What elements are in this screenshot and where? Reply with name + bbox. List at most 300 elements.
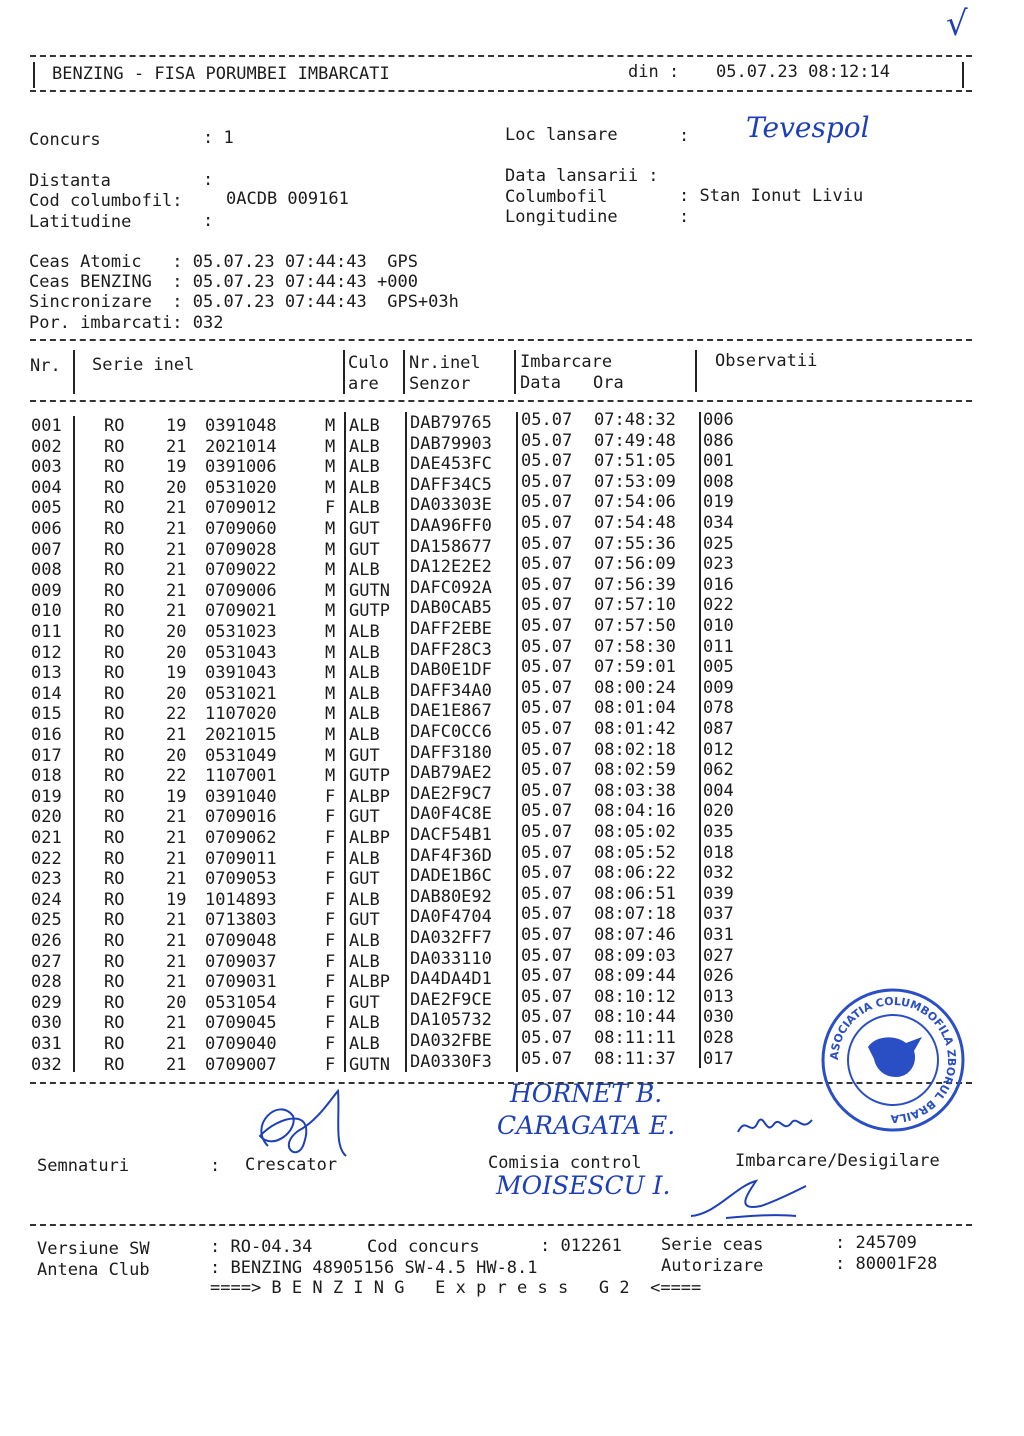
row-sensor: DAE453FC bbox=[410, 454, 492, 475]
row-sex: F bbox=[325, 992, 336, 1013]
row-nr: 023 bbox=[31, 869, 62, 890]
row-date: 05.07 bbox=[521, 554, 573, 575]
row-sex: M bbox=[325, 663, 336, 684]
row-sex: M bbox=[325, 766, 336, 787]
row-date: 05.07 bbox=[521, 966, 573, 987]
row-sex: M bbox=[325, 416, 336, 436]
crescator-signature bbox=[238, 1086, 358, 1166]
row-color: ALBP bbox=[349, 828, 390, 848]
row-country: RO bbox=[104, 766, 125, 787]
row-country: RO bbox=[104, 1054, 125, 1075]
body-sep-senzor bbox=[405, 412, 407, 1072]
row-nr: 007 bbox=[31, 539, 62, 560]
longitudine-sep: : bbox=[679, 207, 690, 227]
table-row bbox=[0, 636, 1000, 663]
row-year: 21 bbox=[166, 807, 187, 828]
table-row bbox=[0, 739, 1000, 766]
row-sensor: DAF4F36D bbox=[410, 845, 492, 866]
row-time: 08:09:03 bbox=[594, 945, 676, 966]
row-obs: 037 bbox=[703, 904, 734, 925]
row-sensor: DAFF34C5 bbox=[410, 474, 492, 495]
row-sex: F bbox=[325, 1013, 336, 1034]
row-color: ALB bbox=[349, 622, 380, 642]
crescator-label: Crescator bbox=[245, 1155, 338, 1175]
col-header-culo: Culo bbox=[348, 353, 389, 373]
row-date: 05.07 bbox=[521, 430, 573, 451]
row-obs: 078 bbox=[703, 698, 734, 719]
row-obs: 062 bbox=[703, 760, 734, 781]
row-sex: F bbox=[325, 498, 336, 519]
row-time: 07:57:10 bbox=[594, 595, 676, 616]
autorizare-label: Autorizare bbox=[661, 1256, 764, 1276]
table-row bbox=[0, 492, 1000, 519]
row-color: GUT bbox=[349, 807, 380, 828]
row-ring: 0709011 bbox=[205, 848, 277, 869]
col-sep-4 bbox=[514, 350, 516, 394]
row-time: 07:57:50 bbox=[594, 616, 676, 636]
row-sex: F bbox=[325, 869, 336, 890]
row-country: RO bbox=[104, 972, 125, 993]
concurs-value: : 1 bbox=[203, 128, 234, 148]
row-sensor: DAB79AE2 bbox=[410, 763, 492, 784]
row-time: 07:49:48 bbox=[594, 430, 676, 451]
row-nr: 009 bbox=[31, 580, 62, 601]
row-sex: M bbox=[325, 519, 336, 539]
row-nr: 001 bbox=[31, 416, 62, 436]
row-obs: 010 bbox=[703, 616, 734, 636]
row-year: 19 bbox=[166, 786, 187, 807]
cod-concurs-value: : 012261 bbox=[540, 1236, 622, 1256]
row-country: RO bbox=[104, 663, 125, 684]
col-sep-3 bbox=[403, 350, 405, 394]
row-color: ALB bbox=[349, 663, 380, 684]
table-row bbox=[0, 533, 1000, 560]
row-country: RO bbox=[104, 457, 125, 478]
row-time: 08:00:24 bbox=[594, 677, 676, 698]
row-date: 05.07 bbox=[521, 883, 573, 904]
row-time: 07:56:39 bbox=[594, 574, 676, 595]
row-time: 08:06:51 bbox=[594, 883, 676, 904]
row-year: 19 bbox=[166, 663, 187, 684]
row-ring: 0531054 bbox=[205, 992, 277, 1013]
row-nr: 021 bbox=[31, 828, 62, 848]
col-header-serie-inel: Serie inel bbox=[92, 355, 195, 375]
row-color: ALB bbox=[349, 498, 380, 519]
express-line: ====> B E N Z I N G E x p r e s s G 2 <==== bbox=[210, 1278, 702, 1298]
row-ring: 0709037 bbox=[205, 951, 277, 972]
row-year: 21 bbox=[166, 869, 187, 890]
col-header-observatii: Observatii bbox=[715, 351, 818, 371]
row-time: 08:06:22 bbox=[594, 863, 676, 884]
row-sensor: DAFF2EBE bbox=[410, 619, 492, 639]
row-obs: 001 bbox=[703, 451, 734, 472]
row-year: 20 bbox=[166, 745, 187, 766]
table-row bbox=[0, 554, 1000, 581]
table-row bbox=[0, 904, 1000, 931]
row-nr: 025 bbox=[31, 910, 62, 931]
row-sensor: DAB79765 bbox=[410, 413, 492, 433]
row-sensor: DAE2F9CE bbox=[410, 989, 492, 1010]
row-year: 20 bbox=[166, 642, 187, 663]
cod-columbofil-value: 0ACDB 009161 bbox=[226, 189, 349, 209]
body-sep-nr bbox=[73, 416, 75, 1072]
distanta-sep: : bbox=[203, 170, 214, 190]
body-sep-data bbox=[516, 412, 518, 1072]
row-obs: 035 bbox=[703, 822, 734, 842]
table-row bbox=[0, 822, 1000, 848]
row-sex: F bbox=[325, 848, 336, 869]
row-nr: 032 bbox=[31, 1054, 62, 1075]
row-year: 21 bbox=[166, 848, 187, 869]
columbofil-value: : Stan Ionut Liviu bbox=[679, 186, 864, 206]
row-ring: 0709045 bbox=[205, 1013, 277, 1034]
row-obs: 039 bbox=[703, 883, 734, 904]
row-nr: 006 bbox=[31, 519, 62, 539]
cod-columbofil-label: Cod columbofil: bbox=[29, 191, 183, 211]
row-nr: 004 bbox=[31, 477, 62, 498]
row-country: RO bbox=[104, 622, 125, 642]
distanta-label: Distanta bbox=[29, 171, 111, 191]
row-color: GUTP bbox=[349, 766, 390, 787]
page-title: BENZING - FISA PORUMBEI IMBARCATI bbox=[52, 64, 390, 84]
row-sensor: DAFF3180 bbox=[410, 742, 492, 763]
row-ring: 1014893 bbox=[205, 889, 277, 910]
row-year: 20 bbox=[166, 477, 187, 498]
row-time: 08:07:18 bbox=[594, 904, 676, 925]
table-row bbox=[0, 430, 1000, 457]
row-ring: 0709060 bbox=[205, 519, 277, 539]
row-date: 05.07 bbox=[521, 719, 573, 739]
row-year: 21 bbox=[166, 436, 187, 457]
row-nr: 016 bbox=[31, 725, 62, 745]
loc-lansare-handwritten: Tevespol bbox=[746, 111, 870, 144]
col-sep-1 bbox=[73, 350, 75, 394]
row-sex: M bbox=[325, 436, 336, 457]
din-label: din : bbox=[628, 62, 680, 82]
row-sex: F bbox=[325, 786, 336, 807]
row-nr: 028 bbox=[31, 972, 62, 993]
row-time: 08:10:44 bbox=[594, 1007, 676, 1028]
row-country: RO bbox=[104, 436, 125, 457]
row-sex: M bbox=[325, 622, 336, 642]
row-time: 07:58:30 bbox=[594, 636, 676, 657]
row-obs: 004 bbox=[703, 780, 734, 801]
handwritten-caragata: CARAGATA E. bbox=[497, 1111, 676, 1140]
row-color: ALB bbox=[349, 416, 380, 436]
row-color: ALB bbox=[349, 725, 380, 745]
row-ring: 2021015 bbox=[205, 725, 277, 745]
row-time: 07:56:09 bbox=[594, 554, 676, 575]
table-header-top-rule bbox=[30, 339, 972, 341]
row-obs: 009 bbox=[703, 677, 734, 698]
stamp-text: ASOCIATIA COLUMBOFILA ZBORUL BRAILA bbox=[827, 994, 959, 1126]
row-date: 05.07 bbox=[521, 410, 573, 430]
row-date: 05.07 bbox=[521, 1007, 573, 1028]
row-sensor: DA033110 bbox=[410, 948, 492, 969]
row-nr: 005 bbox=[31, 498, 62, 519]
row-sensor: DA105732 bbox=[410, 1010, 492, 1031]
table-row bbox=[0, 780, 1000, 807]
semnaturi-sep: : bbox=[210, 1156, 221, 1176]
row-time: 07:55:36 bbox=[594, 533, 676, 554]
row-ring: 0709012 bbox=[205, 498, 277, 519]
row-nr: 029 bbox=[31, 992, 62, 1013]
table-row bbox=[0, 471, 1000, 498]
row-color: GUT bbox=[349, 745, 380, 766]
row-country: RO bbox=[104, 704, 125, 725]
autorizare-value: : 80001F28 bbox=[835, 1254, 938, 1274]
row-year: 21 bbox=[166, 725, 187, 745]
table-row bbox=[0, 925, 1000, 951]
row-date: 05.07 bbox=[521, 925, 573, 945]
control-signature bbox=[686, 1166, 816, 1226]
row-country: RO bbox=[104, 683, 125, 704]
row-ring: 0709021 bbox=[205, 601, 277, 622]
row-date: 05.07 bbox=[521, 492, 573, 513]
body-sep-obs bbox=[699, 412, 701, 1068]
row-year: 21 bbox=[166, 1034, 187, 1054]
header-left-bar bbox=[33, 62, 35, 88]
header-right-bar bbox=[962, 62, 964, 88]
row-date: 05.07 bbox=[521, 677, 573, 698]
row-time: 08:10:12 bbox=[594, 986, 676, 1007]
row-sex: F bbox=[325, 931, 336, 951]
row-sex: F bbox=[325, 828, 336, 848]
row-obs: 023 bbox=[703, 554, 734, 575]
row-ring: 0709006 bbox=[205, 580, 277, 601]
row-sex: F bbox=[325, 972, 336, 993]
row-date: 05.07 bbox=[521, 780, 573, 801]
row-nr: 022 bbox=[31, 848, 62, 869]
row-sensor: DAE1E867 bbox=[410, 701, 492, 722]
row-obs: 030 bbox=[703, 1007, 734, 1028]
row-color: ALB bbox=[349, 1013, 380, 1034]
row-sex: F bbox=[325, 1054, 336, 1075]
row-obs: 020 bbox=[703, 801, 734, 822]
row-country: RO bbox=[104, 786, 125, 807]
row-color: ALB bbox=[349, 1034, 380, 1054]
row-date: 05.07 bbox=[521, 739, 573, 760]
row-ring: 0709053 bbox=[205, 869, 277, 890]
row-year: 21 bbox=[166, 1013, 187, 1034]
row-date: 05.07 bbox=[521, 904, 573, 925]
row-country: RO bbox=[104, 807, 125, 828]
row-nr: 015 bbox=[31, 704, 62, 725]
row-year: 21 bbox=[166, 910, 187, 931]
row-country: RO bbox=[104, 477, 125, 498]
table-row bbox=[0, 945, 1000, 972]
row-country: RO bbox=[104, 580, 125, 601]
row-color: ALB bbox=[349, 704, 380, 725]
row-country: RO bbox=[104, 992, 125, 1013]
row-obs: 012 bbox=[703, 739, 734, 760]
row-date: 05.07 bbox=[521, 513, 573, 533]
row-date: 05.07 bbox=[521, 636, 573, 657]
row-ring: 1107001 bbox=[205, 766, 277, 787]
longitudine-label: Longitudine bbox=[505, 207, 618, 227]
row-date: 05.07 bbox=[521, 657, 573, 678]
row-sensor: DAFC092A bbox=[410, 577, 492, 598]
footer-top-rule bbox=[30, 1224, 972, 1226]
row-country: RO bbox=[104, 725, 125, 745]
row-ring: 0391040 bbox=[205, 786, 277, 807]
row-time: 08:04:16 bbox=[594, 801, 676, 822]
table-row bbox=[0, 616, 1000, 642]
row-color: GUT bbox=[349, 910, 380, 931]
col-header-are: are bbox=[348, 374, 379, 394]
col-header-senzor: Senzor bbox=[409, 374, 471, 394]
row-nr: 027 bbox=[31, 951, 62, 972]
row-time: 08:11:11 bbox=[594, 1028, 676, 1048]
row-sensor: DAB79903 bbox=[410, 433, 492, 454]
row-country: RO bbox=[104, 601, 125, 622]
row-time: 08:05:02 bbox=[594, 822, 676, 842]
row-sex: M bbox=[325, 477, 336, 498]
table-row bbox=[0, 801, 1000, 828]
row-date: 05.07 bbox=[521, 945, 573, 966]
row-year: 21 bbox=[166, 828, 187, 848]
row-sensor: DAB0CAB5 bbox=[410, 598, 492, 619]
row-obs: 022 bbox=[703, 595, 734, 616]
row-year: 19 bbox=[166, 889, 187, 910]
por-imbarcati: Por. imbarcati: 032 bbox=[29, 313, 224, 333]
row-nr: 003 bbox=[31, 457, 62, 478]
row-country: RO bbox=[104, 931, 125, 951]
row-time: 07:59:01 bbox=[594, 657, 676, 678]
row-country: RO bbox=[104, 889, 125, 910]
row-color: GUT bbox=[349, 539, 380, 560]
row-obs: 016 bbox=[703, 574, 734, 595]
loc-lansare-sep: : bbox=[679, 126, 690, 146]
row-date: 05.07 bbox=[521, 863, 573, 884]
row-date: 05.07 bbox=[521, 698, 573, 719]
row-sex: M bbox=[325, 745, 336, 766]
row-time: 08:01:04 bbox=[594, 698, 676, 719]
imbarcare-desigilare-label: Imbarcare/Desigilare bbox=[735, 1151, 940, 1171]
row-color: ALB bbox=[349, 477, 380, 498]
row-country: RO bbox=[104, 745, 125, 766]
row-nr: 026 bbox=[31, 931, 62, 951]
row-obs: 031 bbox=[703, 925, 734, 945]
serie-ceas-value: : 245709 bbox=[835, 1233, 917, 1253]
row-ring: 0709031 bbox=[205, 972, 277, 993]
row-sensor: DA158677 bbox=[410, 536, 492, 557]
col-sep-5 bbox=[695, 350, 697, 392]
row-nr: 011 bbox=[31, 622, 62, 642]
row-sex: M bbox=[325, 704, 336, 725]
row-obs: 086 bbox=[703, 430, 734, 451]
row-obs: 011 bbox=[703, 636, 734, 657]
row-sex: F bbox=[325, 1034, 336, 1054]
row-time: 07:51:05 bbox=[594, 451, 676, 472]
row-sex: M bbox=[325, 560, 336, 581]
row-nr: 008 bbox=[31, 560, 62, 581]
row-sensor: DAFF28C3 bbox=[410, 639, 492, 660]
row-ring: 0531043 bbox=[205, 642, 277, 663]
antena-value: : BENZING 48905156 SW-4.5 HW-8.1 bbox=[210, 1258, 538, 1278]
din-value: 05.07.23 08:12:14 bbox=[716, 62, 890, 82]
latitudine-sep: : bbox=[203, 211, 214, 231]
row-sex: F bbox=[325, 910, 336, 931]
header-bottom-rule bbox=[30, 90, 972, 92]
control-scribble bbox=[736, 1110, 816, 1140]
row-color: GUT bbox=[349, 519, 380, 539]
table-row bbox=[0, 595, 1000, 622]
row-time: 08:11:37 bbox=[594, 1048, 676, 1069]
row-ring: 0709022 bbox=[205, 560, 277, 581]
row-obs: 013 bbox=[703, 986, 734, 1007]
row-ring: 1107020 bbox=[205, 704, 277, 725]
table-row bbox=[0, 842, 1000, 869]
row-time: 07:54:06 bbox=[594, 492, 676, 513]
row-country: RO bbox=[104, 519, 125, 539]
columbofil-label: Columbofil bbox=[505, 187, 608, 207]
row-date: 05.07 bbox=[521, 760, 573, 781]
row-nr: 024 bbox=[31, 889, 62, 910]
row-country: RO bbox=[104, 539, 125, 560]
row-nr: 018 bbox=[31, 766, 62, 787]
row-year: 21 bbox=[166, 539, 187, 560]
row-date: 05.07 bbox=[521, 616, 573, 636]
col-sep-2 bbox=[343, 350, 345, 394]
table-row bbox=[0, 863, 1000, 890]
club-stamp bbox=[818, 985, 968, 1135]
serie-ceas-label: Serie ceas bbox=[661, 1235, 764, 1255]
col-header-imbarcare: Imbarcare bbox=[520, 352, 613, 372]
table-row bbox=[0, 677, 1000, 704]
table-row bbox=[0, 719, 1000, 745]
row-date: 05.07 bbox=[521, 471, 573, 492]
row-sensor: DAFF34A0 bbox=[410, 680, 492, 701]
row-sex: F bbox=[325, 807, 336, 828]
row-sensor: DADE1B6C bbox=[410, 866, 492, 887]
row-country: RO bbox=[104, 498, 125, 519]
row-sex: F bbox=[325, 951, 336, 972]
row-color: GUTN bbox=[349, 1054, 390, 1075]
row-sensor: DA4DA4D1 bbox=[410, 969, 492, 990]
row-date: 05.07 bbox=[521, 595, 573, 616]
row-obs: 019 bbox=[703, 492, 734, 513]
row-year: 22 bbox=[166, 766, 187, 787]
row-ring: 0391043 bbox=[205, 663, 277, 684]
row-sex: M bbox=[325, 580, 336, 601]
row-sex: F bbox=[325, 889, 336, 910]
table-row bbox=[0, 574, 1000, 601]
row-year: 21 bbox=[166, 951, 187, 972]
row-country: RO bbox=[104, 951, 125, 972]
row-sensor: DA032FF7 bbox=[410, 928, 492, 948]
row-year: 19 bbox=[166, 416, 187, 436]
row-year: 21 bbox=[166, 1054, 187, 1075]
row-time: 08:02:59 bbox=[594, 760, 676, 781]
row-sensor: DAB0E1DF bbox=[410, 660, 492, 681]
row-country: RO bbox=[104, 1034, 125, 1054]
row-time: 07:54:48 bbox=[594, 513, 676, 533]
row-color: ALB bbox=[349, 436, 380, 457]
row-sensor: DACF54B1 bbox=[410, 825, 492, 845]
row-color: GUT bbox=[349, 992, 380, 1013]
col-header-nr: Nr. bbox=[30, 356, 61, 376]
row-year: 21 bbox=[166, 560, 187, 581]
row-time: 08:05:52 bbox=[594, 842, 676, 863]
row-obs: 034 bbox=[703, 513, 734, 533]
row-sensor: DA0F4704 bbox=[410, 907, 492, 928]
row-year: 21 bbox=[166, 931, 187, 951]
row-time: 08:07:46 bbox=[594, 925, 676, 945]
row-color: ALB bbox=[349, 889, 380, 910]
row-year: 20 bbox=[166, 683, 187, 704]
row-color: ALB bbox=[349, 931, 380, 951]
